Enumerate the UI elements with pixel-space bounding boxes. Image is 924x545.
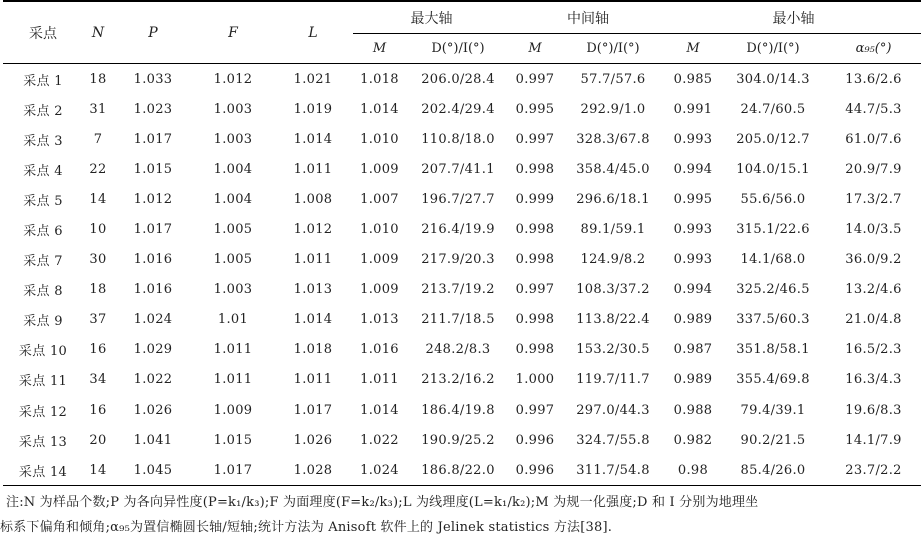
cell-min-di: 315.1/22.6 xyxy=(736,222,810,238)
cell-mid-di: 89.1/59.1 xyxy=(580,222,646,238)
cell-min-di: 205.0/12.7 xyxy=(736,131,810,147)
cell-f: 1.01 xyxy=(217,312,249,328)
cell-p: 1.033 xyxy=(133,71,173,87)
cell-mid-di: 108.3/37.2 xyxy=(576,282,650,298)
cell-point: 采点 5 xyxy=(23,193,63,209)
table-row xyxy=(3,365,921,395)
cell-f: 1.003 xyxy=(213,101,253,117)
cell-n: 18 xyxy=(89,282,107,298)
cell-max-di: 216.4/19.9 xyxy=(421,222,495,238)
cell-n: 16 xyxy=(89,402,107,418)
cell-p: 1.016 xyxy=(133,252,173,268)
cell-max-m: 1.010 xyxy=(360,222,399,238)
header-l: L xyxy=(308,24,318,41)
cell-mid-m: 0.996 xyxy=(510,455,560,486)
cell-mid-m: 0.999 xyxy=(515,191,555,207)
table-row xyxy=(3,275,921,305)
cell-mid-di: 297.0/44.3 xyxy=(576,402,650,418)
header-f: F xyxy=(228,24,238,41)
cell-n: 22 xyxy=(89,161,107,177)
footnote-line-1: 注:N 为样品个数;P 为各向异性度(P=k₁/k₃);F 为面理度(F=k₂/k₃);L 为线理度(L=k₁/k₂);M 为规一化强度;D 和 I 分别为地理坐 xyxy=(6,495,759,510)
table-row xyxy=(3,425,921,455)
cell-f: 1.011 xyxy=(213,372,253,388)
cell-mid-m: 0.998 xyxy=(515,252,555,268)
cell-mid-di: 113.8/22.4 xyxy=(576,312,650,328)
cell-point: 采点 12 xyxy=(18,404,68,420)
cell-max-m: 1.013 xyxy=(360,312,399,328)
cell-n: 10 xyxy=(89,222,107,238)
cell-n: 16 xyxy=(89,342,107,358)
header-min-m: M xyxy=(686,41,700,56)
cell-point: 采点 13 xyxy=(18,434,68,450)
table-row xyxy=(3,124,921,154)
table-footnote xyxy=(0,490,918,540)
header-max-axis: 最大轴 xyxy=(353,1,510,34)
cell-p: 1.041 xyxy=(133,432,173,448)
cell-point: 采点 9 xyxy=(23,314,63,330)
cell-min-di: 337.5/60.3 xyxy=(736,312,810,328)
cell-max-m: 1.009 xyxy=(360,161,399,177)
cell-l: 1.013 xyxy=(293,282,333,298)
cell-min-di: 304.0/14.3 xyxy=(736,71,810,87)
cell-mid-di: 153.2/30.5 xyxy=(576,342,650,358)
cell-f: 1.011 xyxy=(213,342,253,358)
table-row xyxy=(3,245,921,275)
cell-point: 采点 14 xyxy=(3,455,83,486)
cell-mid-m: 0.997 xyxy=(515,282,555,298)
cell-mid-m: 0.996 xyxy=(515,432,555,448)
cell-min-m: 0.994 xyxy=(673,161,713,177)
cell-p: 1.045 xyxy=(113,455,193,486)
cell-point: 采点 10 xyxy=(18,344,68,360)
cell-alpha95: 23.7/2.2 xyxy=(826,455,921,486)
cell-f: 1.015 xyxy=(213,432,253,448)
cell-f: 1.012 xyxy=(213,71,253,87)
cell-max-di: 196.7/27.7 xyxy=(421,191,495,207)
cell-max-m: 1.010 xyxy=(360,131,399,147)
cell-max-m: 1.018 xyxy=(360,71,399,87)
cell-mid-m: 0.998 xyxy=(515,222,555,238)
cell-max-di: 190.9/25.2 xyxy=(421,432,495,448)
cell-min-m: 0.989 xyxy=(673,372,713,388)
cell-n: 34 xyxy=(89,372,107,388)
cell-min-m: 0.993 xyxy=(673,252,713,268)
table-row xyxy=(3,455,921,486)
cell-point: 采点 6 xyxy=(23,224,63,240)
cell-mid-m: 0.998 xyxy=(515,312,555,328)
cell-max-di: 217.9/20.3 xyxy=(421,252,495,268)
cell-n: 14 xyxy=(89,191,107,207)
cell-max-di: 211.7/18.5 xyxy=(421,312,495,328)
cell-p: 1.023 xyxy=(133,101,173,117)
cell-l: 1.011 xyxy=(293,252,333,268)
header-min-axis: 最小轴 xyxy=(666,1,921,34)
cell-mid-di: 328.3/67.8 xyxy=(576,131,650,147)
cell-f: 1.005 xyxy=(213,222,253,238)
cell-mid-m: 0.997 xyxy=(515,402,555,418)
cell-min-di: 90.2/21.5 xyxy=(740,432,806,448)
cell-f: 1.004 xyxy=(213,161,253,177)
cell-max-m: 1.024 xyxy=(353,455,406,486)
cell-mid-di: 57.7/57.6 xyxy=(580,71,646,87)
cell-min-m: 0.994 xyxy=(673,282,713,298)
cell-f: 1.003 xyxy=(213,282,253,298)
cell-f: 1.003 xyxy=(213,131,253,147)
cell-f: 1.004 xyxy=(213,191,253,207)
cell-l: 1.011 xyxy=(293,372,333,388)
header-alpha95: α₉₅(°) xyxy=(855,41,892,56)
cell-n: 31 xyxy=(89,101,107,117)
cell-point: 采点 3 xyxy=(23,133,63,149)
header-row-main xyxy=(3,1,921,34)
cell-p: 1.017 xyxy=(133,222,173,238)
cell-l: 1.014 xyxy=(293,312,333,328)
cell-l: 1.017 xyxy=(293,402,333,418)
cell-l: 1.026 xyxy=(293,432,333,448)
cell-alpha95: 13.2/4.6 xyxy=(845,282,902,298)
cell-l: 1.008 xyxy=(293,191,333,207)
cell-p: 1.012 xyxy=(133,191,173,207)
cell-min-di: 104.0/15.1 xyxy=(736,161,810,177)
cell-alpha95: 16.5/2.3 xyxy=(845,342,902,358)
cell-p: 1.016 xyxy=(133,282,173,298)
cell-max-di: 213.7/19.2 xyxy=(421,282,495,298)
cell-min-di: 14.1/68.0 xyxy=(740,252,806,268)
cell-min-m: 0.995 xyxy=(673,191,713,207)
cell-point: 采点 11 xyxy=(18,374,68,390)
cell-n: 14 xyxy=(83,455,113,486)
header-min-di: D(°)/I(°) xyxy=(746,41,800,56)
cell-l: 1.012 xyxy=(293,222,333,238)
cell-f: 1.005 xyxy=(213,252,253,268)
cell-mid-m: 0.998 xyxy=(515,161,555,177)
cell-l: 1.018 xyxy=(293,342,333,358)
cell-min-di: 325.2/46.5 xyxy=(736,282,810,298)
cell-p: 1.017 xyxy=(133,131,173,147)
header-max-di: D(°)/I(°) xyxy=(431,41,485,56)
table-row xyxy=(3,335,921,365)
cell-point: 采点 7 xyxy=(23,254,63,270)
table-row xyxy=(3,214,921,244)
cell-p: 1.015 xyxy=(133,161,173,177)
cell-min-m: 0.988 xyxy=(673,402,713,418)
cell-max-di: 202.4/29.4 xyxy=(421,101,495,117)
cell-mid-m: 0.997 xyxy=(515,131,555,147)
cell-max-di: 207.7/41.1 xyxy=(421,161,495,177)
header-mid-di: D(°)/I(°) xyxy=(586,41,640,56)
cell-point: 采点 1 xyxy=(23,73,63,89)
cell-mid-m: 0.995 xyxy=(515,101,555,117)
cell-l: 1.028 xyxy=(273,455,353,486)
cell-min-m: 0.98 xyxy=(666,455,720,486)
cell-alpha95: 36.0/9.2 xyxy=(845,252,902,268)
cell-alpha95: 16.3/4.3 xyxy=(845,372,902,388)
ams-data-table xyxy=(3,0,921,486)
cell-mid-m: 1.000 xyxy=(515,372,555,388)
cell-max-di: 248.2/8.3 xyxy=(425,342,491,358)
cell-max-di: 110.8/18.0 xyxy=(421,131,495,147)
cell-alpha95: 44.7/5.3 xyxy=(845,101,902,117)
cell-point: 采点 8 xyxy=(23,284,63,300)
cell-alpha95: 21.0/4.8 xyxy=(845,312,902,328)
cell-n: 7 xyxy=(93,131,103,147)
cell-max-di: 213.2/16.2 xyxy=(421,372,495,388)
table-container xyxy=(3,0,921,486)
table-row xyxy=(3,154,921,184)
cell-max-m: 1.016 xyxy=(360,342,399,358)
header-n: N xyxy=(91,24,105,41)
cell-mid-m: 0.998 xyxy=(515,342,555,358)
header-max-m: M xyxy=(372,41,387,56)
table-row xyxy=(3,94,921,124)
cell-min-m: 0.991 xyxy=(673,101,713,117)
cell-mid-di: 119.7/11.7 xyxy=(576,372,650,388)
cell-mid-di: 124.9/8.2 xyxy=(580,252,646,268)
cell-max-m: 1.022 xyxy=(360,432,399,448)
cell-min-di: 355.4/69.8 xyxy=(736,372,810,388)
cell-p: 1.022 xyxy=(133,372,173,388)
cell-alpha95: 14.1/7.9 xyxy=(845,432,902,448)
cell-min-m: 0.989 xyxy=(673,312,713,328)
cell-mid-di: 358.4/45.0 xyxy=(576,161,650,177)
cell-min-m: 0.985 xyxy=(673,71,713,87)
cell-max-di: 186.8/22.0 xyxy=(406,455,510,486)
cell-min-m: 0.993 xyxy=(673,222,713,238)
header-mid-axis: 中间轴 xyxy=(510,1,666,34)
cell-min-di: 79.4/39.1 xyxy=(740,402,806,418)
cell-max-m: 1.009 xyxy=(360,282,399,298)
table-row xyxy=(3,64,921,95)
header-point: 采点 xyxy=(29,25,57,42)
cell-n: 37 xyxy=(89,312,107,328)
table-row xyxy=(3,184,921,214)
header-mid-m: M xyxy=(528,41,542,56)
cell-mid-m: 0.997 xyxy=(515,71,555,87)
cell-max-m: 1.007 xyxy=(360,191,399,207)
cell-max-di: 186.4/19.8 xyxy=(421,402,495,418)
header-p: P xyxy=(148,24,158,41)
cell-n: 30 xyxy=(89,252,107,268)
cell-max-m: 1.014 xyxy=(360,101,399,117)
cell-f: 1.009 xyxy=(213,402,253,418)
cell-point: 采点 2 xyxy=(23,103,63,119)
table-row xyxy=(3,395,921,425)
cell-point: 采点 4 xyxy=(23,163,63,179)
cell-alpha95: 14.0/3.5 xyxy=(845,222,902,238)
cell-max-m: 1.011 xyxy=(360,372,399,388)
cell-l: 1.021 xyxy=(293,71,333,87)
cell-p: 1.029 xyxy=(133,342,173,358)
cell-l: 1.019 xyxy=(293,101,333,117)
cell-l: 1.011 xyxy=(293,161,333,177)
cell-min-m: 0.993 xyxy=(673,131,713,147)
cell-p: 1.024 xyxy=(133,312,173,328)
cell-f: 1.017 xyxy=(193,455,273,486)
cell-min-di: 351.8/58.1 xyxy=(736,342,810,358)
cell-min-m: 0.982 xyxy=(673,432,713,448)
cell-max-m: 1.009 xyxy=(360,252,399,268)
cell-mid-di: 311.7/54.8 xyxy=(560,455,666,486)
cell-min-di: 55.6/56.0 xyxy=(740,191,806,207)
cell-min-m: 0.987 xyxy=(673,342,713,358)
table-body xyxy=(3,64,921,486)
cell-n: 20 xyxy=(89,432,107,448)
cell-mid-di: 324.7/55.8 xyxy=(576,432,650,448)
cell-max-di: 206.0/28.4 xyxy=(421,71,495,87)
footnote-line-2: 标系下偏角和倾角;α₉₅为置信椭圆长轴/短轴;统计方法为 Anisoft 软件上的 Jelinek statistics 方法[38]. xyxy=(0,520,613,535)
cell-mid-di: 292.9/1.0 xyxy=(580,101,646,117)
cell-alpha95: 13.6/2.6 xyxy=(845,71,902,87)
cell-alpha95: 19.6/8.3 xyxy=(845,402,902,418)
cell-min-di: 24.7/60.5 xyxy=(740,101,806,117)
cell-l: 1.014 xyxy=(293,131,333,147)
table-row xyxy=(3,305,921,335)
cell-alpha95: 17.3/2.7 xyxy=(845,191,902,207)
cell-alpha95: 61.0/7.6 xyxy=(845,131,902,147)
cell-mid-di: 296.6/18.1 xyxy=(576,191,650,207)
cell-max-m: 1.014 xyxy=(360,402,399,418)
cell-n: 18 xyxy=(89,71,107,87)
cell-min-di: 85.4/26.0 xyxy=(720,455,826,486)
cell-p: 1.026 xyxy=(133,402,173,418)
cell-alpha95: 20.9/7.9 xyxy=(845,161,902,177)
